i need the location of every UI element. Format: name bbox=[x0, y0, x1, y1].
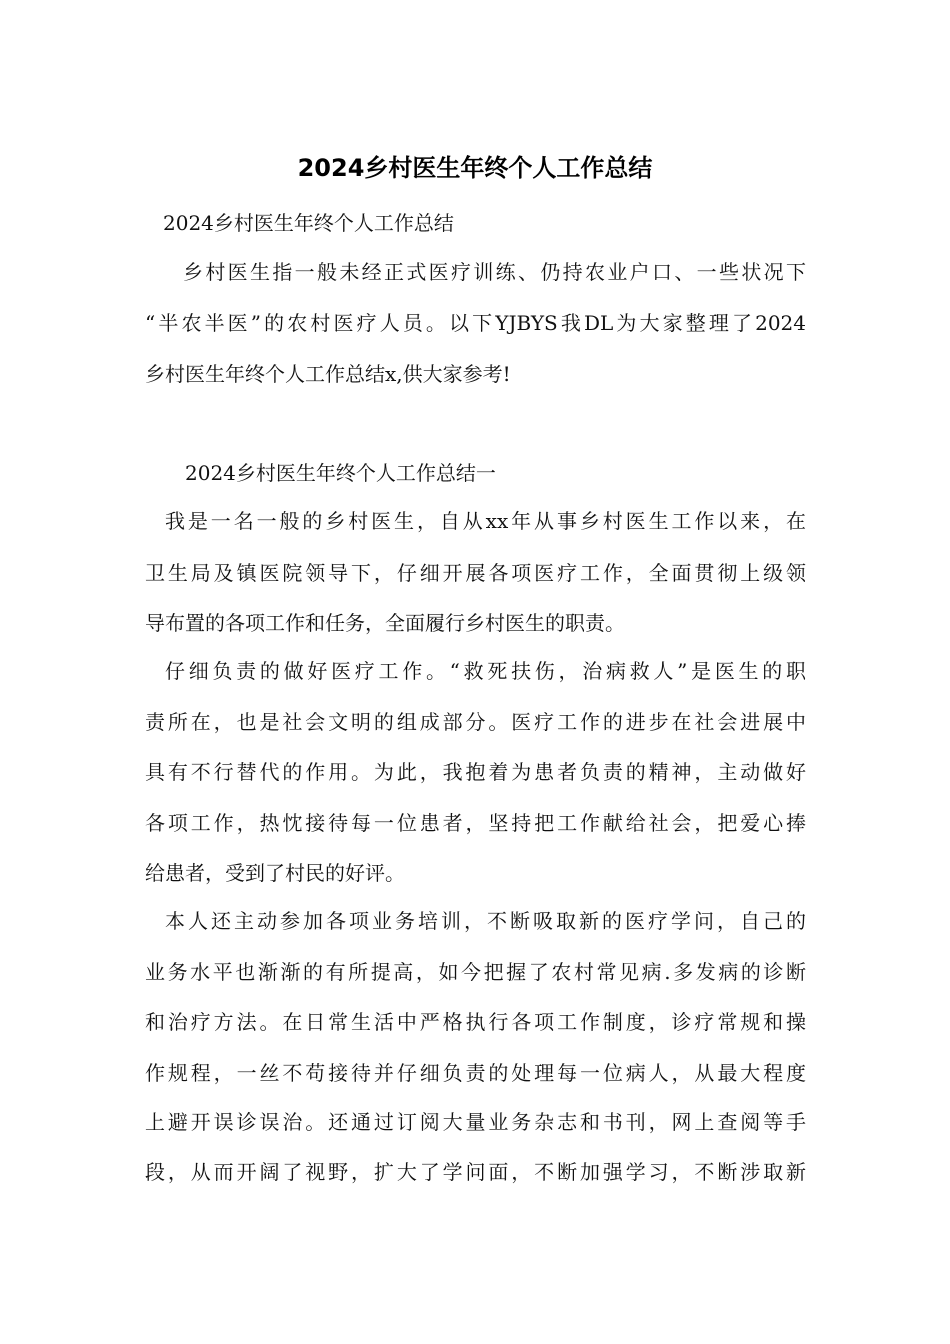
paragraph-line: 卫生局及镇医院领导下，仔细开展各项医疗工作，全面贯彻上级领 bbox=[145, 561, 806, 585]
paragraph-line: 业务水平也渐渐的有所提高，如今把握了农村常见病.多发病的诊断 bbox=[145, 960, 806, 984]
paragraph-line: 和治疗方法。在日常生活中严格执行各项工作制度，诊疗常规和操 bbox=[145, 1010, 806, 1034]
section-heading: 2024乡村医生年终个人工作总结一 bbox=[185, 461, 496, 485]
paragraph-line: 仔细负责的做好医疗工作。“救死扶伤，治病救人”是医生的职 bbox=[165, 659, 806, 683]
intro-line: 乡村医生年终个人工作总结x,供大家参考! bbox=[145, 362, 511, 386]
intro-line: “半农半医”的农村医疗人员。以下YJBYS我DL为大家整理了2024 bbox=[145, 311, 806, 335]
paragraph-line: 导布置的各项工作和任务，全面履行乡村医生的职责。 bbox=[145, 611, 625, 635]
document-subtitle: 2024乡村医生年终个人工作总结 bbox=[163, 211, 454, 235]
paragraph-line: 我是一名一般的乡村医生，自从xx年从事乡村医生工作以来，在 bbox=[165, 509, 806, 533]
document-title: 2024乡村医生年终个人工作总结 bbox=[297, 154, 653, 182]
paragraph-line: 各项工作，热忱接待每一位患者，坚持把工作献给社会，把爱心捧 bbox=[145, 811, 806, 835]
paragraph-line: 作规程，一丝不苟接待并仔细负责的处理每一位病人，从最大程度 bbox=[145, 1061, 806, 1085]
paragraph-line: 给患者，受到了村民的好评。 bbox=[145, 861, 405, 885]
paragraph-line: 本人还主动参加各项业务培训，不断吸取新的医疗学问，自己的 bbox=[165, 909, 806, 933]
paragraph-line: 段，从而开阔了视野，扩大了学问面，不断加强学习，不断涉取新 bbox=[145, 1160, 806, 1184]
paragraph-line: 上避开误诊误治。还通过订阅大量业务杂志和书刊，网上查阅等手 bbox=[145, 1110, 806, 1134]
intro-line: 乡村医生指一般未经正式医疗训练、仍持农业户口、一些状况下 bbox=[183, 260, 806, 284]
paragraph-line: 责所在，也是社会文明的组成部分。医疗工作的进步在社会进展中 bbox=[145, 710, 806, 734]
paragraph-line: 具有不行替代的作用。为此，我抱着为患者负责的精神，主动做好 bbox=[145, 760, 806, 784]
